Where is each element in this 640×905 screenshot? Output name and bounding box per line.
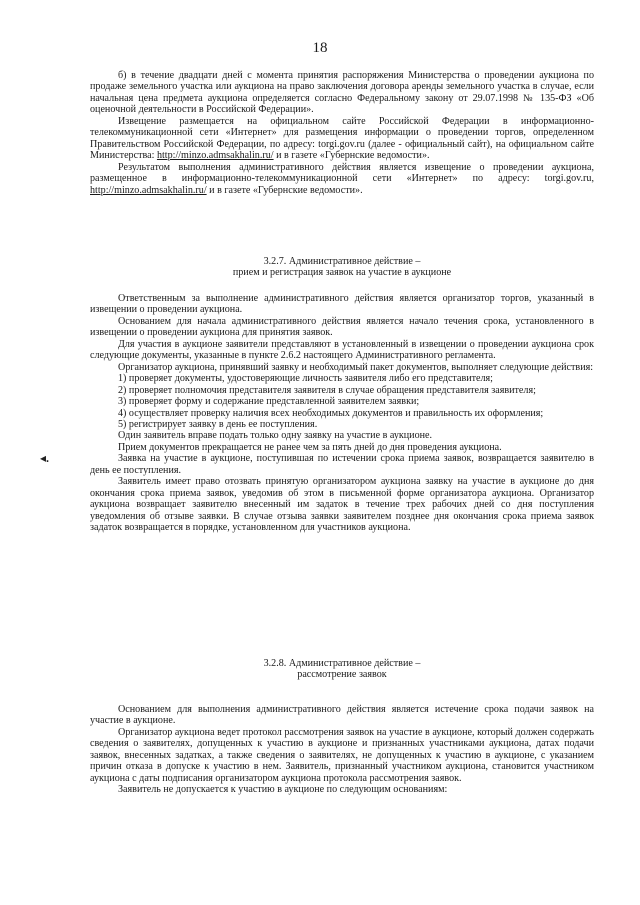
paragraph-responsible: Ответственным за выполнение административного действия является организатор торгов, указанный в извещении о проведении аукциона. bbox=[90, 293, 594, 316]
list-item-2: 2) проверяет полномочия представителя заявителя в случае обращения представителя заявителя; bbox=[118, 384, 536, 396]
list-item-5: 5) регистрирует заявку в день ее поступления. bbox=[118, 418, 318, 430]
ministry-site-link-2[interactable]: http://minzo.admsakhalin.ru/ bbox=[90, 184, 207, 196]
section-3-2-8-heading-1: 3.2.8. Административное действие – bbox=[263, 658, 421, 669]
section-3-2-7-heading-1: 3.2.7. Административное действие – bbox=[263, 256, 421, 267]
notice-text-end: и в газете «Губернские ведомости». bbox=[273, 150, 430, 162]
list-item-3: 3) проверяет форму и содержание представленной заявителем заявки; bbox=[118, 396, 420, 408]
section-3-2-8 bbox=[90, 658, 594, 681]
result-text-end: и в газете «Губернские ведомости». bbox=[206, 184, 363, 196]
paragraph-not-admitted: Заявитель не допускается к участию в аукционе по следующим основаниям: bbox=[118, 784, 448, 796]
paragraph-notice-publication bbox=[90, 116, 594, 162]
paragraph-one-application: Один заявитель вправе подать только одну заявку на участие в аукционе. bbox=[118, 430, 433, 442]
list-item-4: 4) осуществляет проверку наличия всех необходимых документов и правильность их оформления; bbox=[118, 407, 544, 419]
section-3-2-7-heading-2: прием и регистрация заявок на участие в аукционе bbox=[232, 267, 452, 279]
intro-block bbox=[90, 70, 594, 196]
paragraph-organizer-actions: Организатор аукциона, принявший заявку и необходимый пакет документов, выполняет следующие действия: bbox=[118, 361, 594, 373]
paragraph-acceptance-stop: Прием документов прекращается не ранее чем за пять дней до дня проведения аукциона. bbox=[118, 441, 502, 453]
notice-text-start: Извещение размещается на официальном сайте Российской Федерации в информационно-телекоммуникационной сети «Интернет» для размещения информации о проведении торгов, определенном Правительством Российской Федерации, по адресу: torgi.gov.ru (далее - официальный сайт), на официальном сайте Министерства: bbox=[90, 115, 594, 162]
paragraph-withdrawal: Заявитель имеет право отозвать принятую организатором аукциона заявку на участие в аукционе до дня окончания срока приема заявок, уведомив об этом в письменной форме организатора аукциона. Организатор аукциона возвращает заявителю внесенный им задаток в течение трех рабочих дней со дня поступления уведомления об отзыве заявки. В случае отзыва заявки заявителем позднее дня окончания срока приема заявок задаток возвращается в порядке, установленном для участников аукциона. bbox=[90, 476, 594, 534]
list-item-1: 1) проверяет документы, удостоверяющие личность заявителя либо его представителя; bbox=[118, 373, 493, 385]
section-3-2-8-heading-2: рассмотрение заявок bbox=[297, 669, 387, 681]
margin-mark: ◂. bbox=[40, 451, 50, 465]
paragraph-grounds: Основанием для начала административного действия является начало течения срока, установленного в извещении о проведении аукциона для принятия заявок. bbox=[90, 315, 594, 339]
paragraph-protocol: Организатор аукциона ведет протокол рассмотрения заявок на участие в аукционе, который должен содержать сведения о заявителях, допущенных к участию в аукционе и признанных участниками аукциона, датах подачи заявок, внесенных задатках, а также сведения о заявителях, не допущенных к участию в аукционе, с указанием причин отказа в допуске к участию в нем. Заявитель, признанный участником аукциона, становится участником аукциона с даты подписания организатором аукциона протокола рассмотрения заявок. bbox=[90, 726, 594, 784]
ministry-site-link[interactable]: http://minzo.admsakhalin.ru/ bbox=[156, 150, 274, 162]
paragraph-late-application: Заявка на участие в аукционе, поступившая по истечении срока приема заявок, возвращается заявителю в день ее поступления. bbox=[90, 453, 594, 476]
section-3-2-8-body bbox=[90, 704, 594, 796]
paragraph-documents: Для участия в аукционе заявители представляют в установленный в извещении о проведении аукциона срок следующие документы, указанные в пункте 2.6.2 настоящего Административного регламента. bbox=[90, 338, 594, 362]
page-number: 18 bbox=[312, 40, 328, 56]
paragraph-b: б) в течение двадцати дней с момента принятия распоряжения Министерства о проведении аукциона по продаже земельного участка или аукциона на право заключения договора аренды земельного участка в случае, если начальная цена предмета аукциона определяется согласно Федеральному закону от 29.07.1998 № 135-ФЗ «Об оценочной деятельности в Российской Федерации». bbox=[90, 70, 594, 116]
section-3-2-7 bbox=[90, 256, 594, 279]
paragraph-result bbox=[90, 162, 594, 196]
section-3-2-7-body bbox=[90, 293, 594, 534]
result-text-start: Результатом выполнения административного действия является извещение о проведении аукциона, размещенное в информационно-телекоммуникационной сети «Интернет» по адресу: torgi.gov.ru, bbox=[90, 161, 594, 185]
paragraph-review-grounds: Основанием для выполнения административного действия является истечение срока подачи заявок на участие в аукционе. bbox=[90, 704, 594, 727]
